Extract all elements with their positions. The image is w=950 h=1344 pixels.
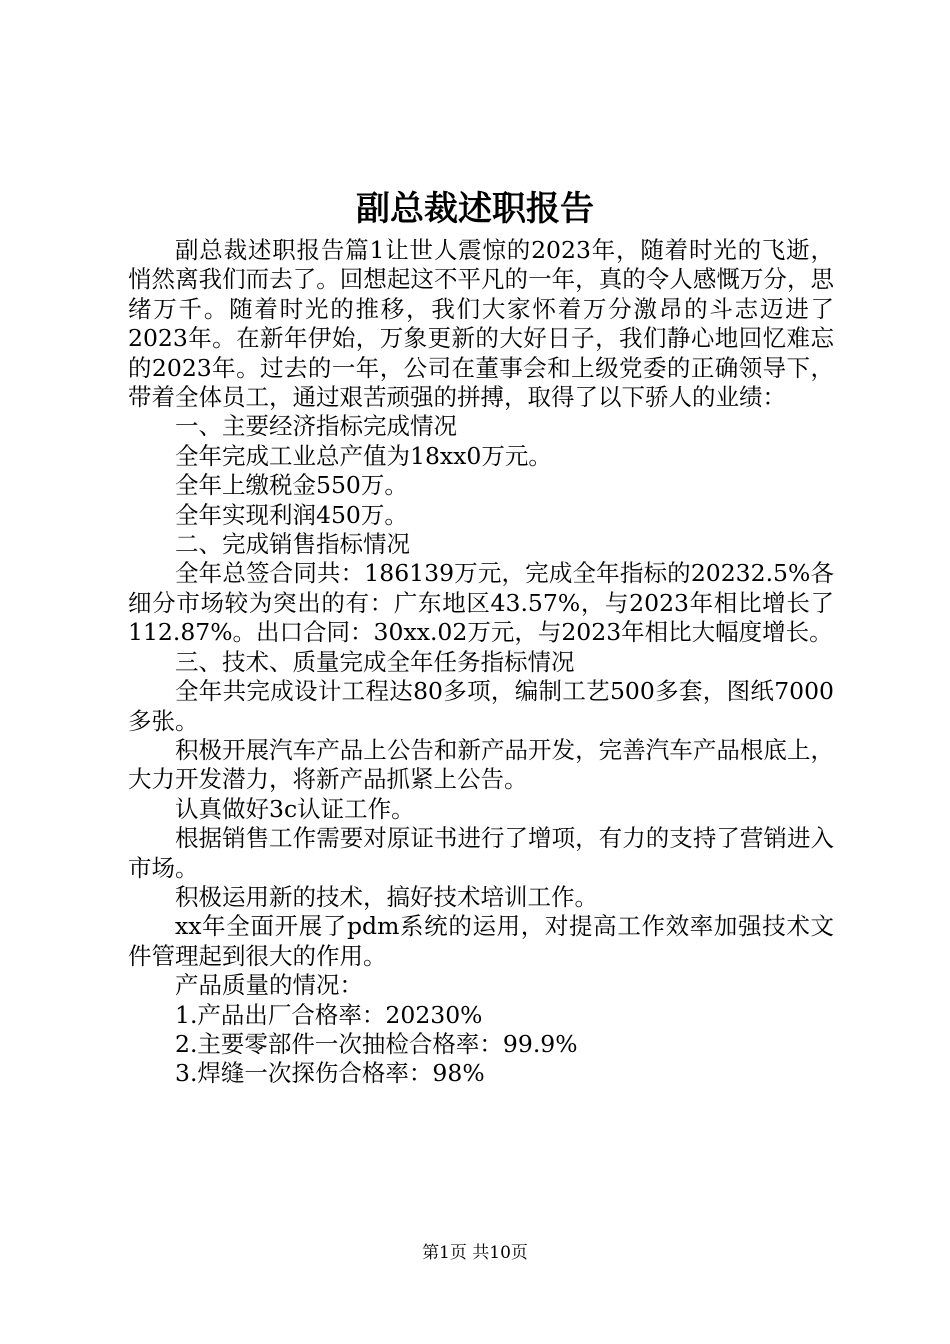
paragraph: 积极运用新的技术，搞好技术培训工作。 — [175, 882, 598, 911]
paragraph: 认真做好3c认证工作。 — [175, 794, 415, 823]
paragraph: xx年全面开展了pdm系统的运用，对提高工作效率加强技术文件管理起到很大的作用。 — [128, 912, 834, 970]
document-body — [128, 236, 834, 1089]
heading-economic-indicators: 一、主要经济指标完成情况 — [175, 412, 457, 441]
heading-tech-quality: 三、技术、质量完成全年任务指标情况 — [175, 647, 575, 676]
list-item: 1.产品出厂合格率：20230% — [175, 1000, 483, 1029]
paragraph: 全年共完成设计工程达80多项，编制工艺500多套，图纸7000多张。 — [128, 677, 834, 735]
paragraph: 全年实现利润450万。 — [175, 500, 408, 529]
paragraph: 积极开展汽车产品上公告和新产品开发，完善汽车产品根底上，大力开发潜力，将新产品抓紧上公告。 — [128, 735, 834, 794]
heading-sales-indicators: 二、完成销售指标情况 — [175, 530, 410, 559]
heading-product-quality: 产品质量的情况： — [175, 971, 363, 1000]
paragraph: 全年总签合同共：186139万元，完成全年指标的20232.5%各细分市场较为突出的有：广东地区43.57%，与2023年相比增长了112.87%。出口合同：30xx.02万元，与2023年相比大幅度增长。 — [128, 559, 834, 647]
paragraph: 根据销售工作需要对原证书进行了增项，有力的支持了营销进入市场。 — [128, 824, 834, 882]
paragraph: 全年上缴税金550万。 — [175, 471, 408, 500]
page-footer: 第1页 共10页 — [422, 1243, 528, 1263]
page-title: 副总裁述职报告 — [356, 189, 594, 229]
list-item: 2.主要零部件一次抽检合格率：99.9% — [175, 1029, 578, 1058]
paragraph: 全年完成工业总产值为18xx0万元。 — [175, 441, 552, 470]
paragraph-intro: 副总裁述职报告篇1让世人震惊的2023年，随着时光的飞逝，悄然离我们而去了。回想起这不平凡的一年，真的令人感慨万分，思绪万千。随着时光的推移，我们大家怀着万分激昂的斗志迈进了2023年。在新年伊始，万象更新的大好日子，我们静心地回忆难忘的2023年。过去的一年，公司在董事会和上级党委的正确领导下，带着全体员工，通过艰苦顽强的拼搏，取得了以下骄人的业绩： — [128, 236, 834, 412]
list-item: 3.焊缝一次探伤合格率：98% — [175, 1059, 485, 1088]
